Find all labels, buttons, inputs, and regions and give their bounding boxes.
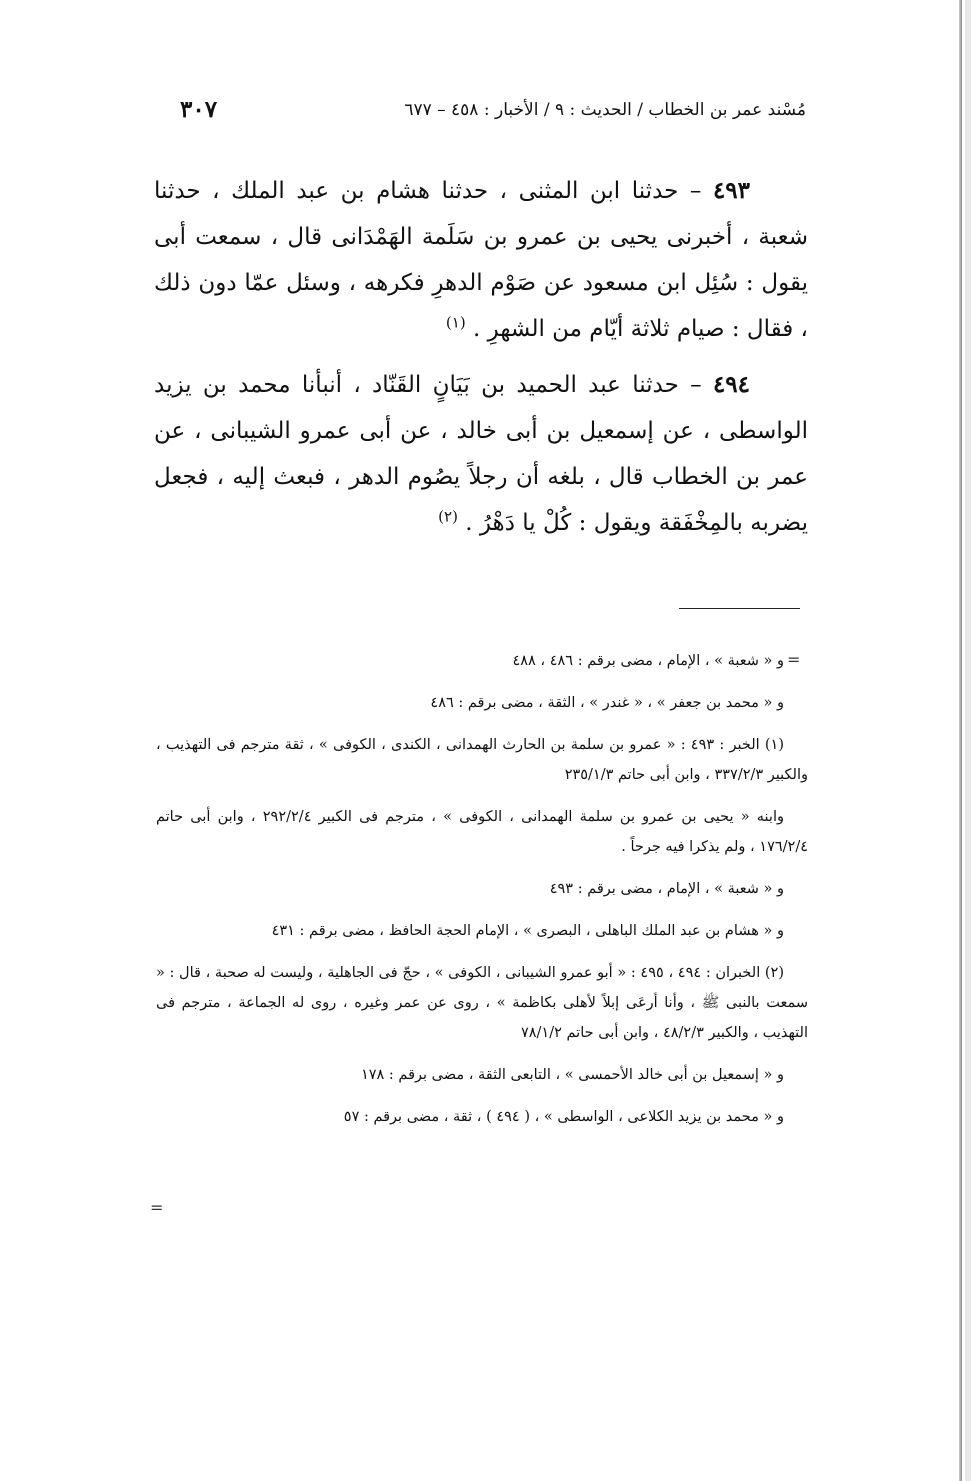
footnote-divider bbox=[679, 608, 800, 609]
footnote-line: وابنه « يحيى بن عمرو بن سلمة الهمدانى ، الكوفى » ، مترجم فى الكبير ٢٩٢/٢/٤ ، وابن أبى حاتم ١٧٦/٢/٤ ، ولم يذكرا فيه جرحاً . bbox=[156, 809, 808, 855]
hadith-493 bbox=[154, 168, 808, 352]
footnotes bbox=[156, 646, 808, 1144]
footnote-line: و « إسمعيل بن أبى خالد الأحمسى » ، التابعى الثقة ، مضى برقم : ١٧٨ bbox=[360, 1067, 784, 1083]
page-number: ٣٠٧ bbox=[180, 96, 218, 123]
hadith-494 bbox=[154, 362, 808, 546]
footnote-line: و « شعبة » ، الإمام ، مضى برقم : ٤٨٦ ، ٤٨٨ bbox=[512, 653, 784, 669]
hadith-number: ٤٩٣ bbox=[712, 177, 750, 204]
main-text bbox=[154, 168, 808, 556]
continuation-mark-bottom: = bbox=[150, 1198, 164, 1217]
page-header bbox=[180, 96, 806, 130]
footnote-line: و « هشام بن عبد الملك الباهلى ، البصرى » ، الإمام الحجة الحافظ ، مضى برقم : ٤٣١ bbox=[271, 923, 784, 939]
hadith-number: ٤٩٤ bbox=[712, 371, 750, 398]
continuation-mark-top: = bbox=[787, 650, 801, 669]
running-title: مُسْند عمر بن الخطاب / الحديث : ٩ / الأخبار : ٤٥٨ – ٦٧٧ bbox=[404, 100, 806, 120]
footnote-line: و « محمد بن يزيد الكلاعى ، الواسطى » ، ( ٤٩٤ ) ، ثقة ، مضى برقم : ٥٧ bbox=[343, 1109, 784, 1125]
footnote-reference: (١) bbox=[445, 313, 466, 332]
page-binding-shadow bbox=[959, 0, 962, 1481]
page-binding-edge bbox=[965, 0, 971, 1481]
footnote-reference: (٢) bbox=[438, 507, 458, 526]
footnote-line: و « محمد بن جعفر » ، « غندر » ، الثقة ، مضى برقم : ٤٨٦ bbox=[430, 695, 784, 711]
footnote-line: و « شعبة » ، الإمام ، مضى برقم : ٤٩٣ bbox=[549, 881, 784, 897]
footnote-2: (٢) الخبران : ٤٩٤ ، ٤٩٥ : « أبو عمرو الشيبانى ، الكوفى » ، حجّ فى الجاهلية ، وليست له صحبة ، قال : « سمعت بالنبى ﷺ ، وأنا أرعَى إبلاً لأهلى بكاظمة » ، روى عن عمر وغيره ، روى له الجماعة ، مترجم فى التهذيب ، والكبير ٤٨/٢/٣ ، وابن أبى حاتم ٧٨/١/٢ bbox=[156, 965, 808, 1041]
hadith-text: – حدثنا ابن المثنى ، حدثنا هشام بن عبد الملك ، حدثنا شعبة ، أخبرنى يحيى بن عمرو بن سَلَمة الهَمْدَانى قال ، سمعت أبى يقول : سُئِل ابن مسعود عن صَوْم الدهرِ فكرهه ، وسئل عمّا دون ذلك ، فقال : صيام ثلاثة أيّام من الشهرِ . bbox=[154, 178, 808, 342]
footnote-1: (١) الخبر : ٤٩٣ : « عمرو بن سلمة بن الحارث الهمدانى ، الكندى ، الكوفى » ، ثقة مترجم فى التهذيب ، والكبير ٣٣٧/٢/٣ ، وابن أبى حاتم ٢٣٥/١/٣ bbox=[156, 737, 808, 783]
hadith-text: – حدثنا عبد الحميد بن بَيَانٍ القَنّاد ، أنبأنا محمد بن يزيد الواسطى ، عن إسمعيل بن أبى خالد ، عن أبى عمرو الشيبانى ، عن عمر بن الخطاب قال ، بلغه أن رجلاً يصُوم الدهر ، فبعث إليه ، فجعل يضربه بالمِخْفَقة ويقول : كُلْ يا دَهْرُ . bbox=[154, 372, 808, 536]
